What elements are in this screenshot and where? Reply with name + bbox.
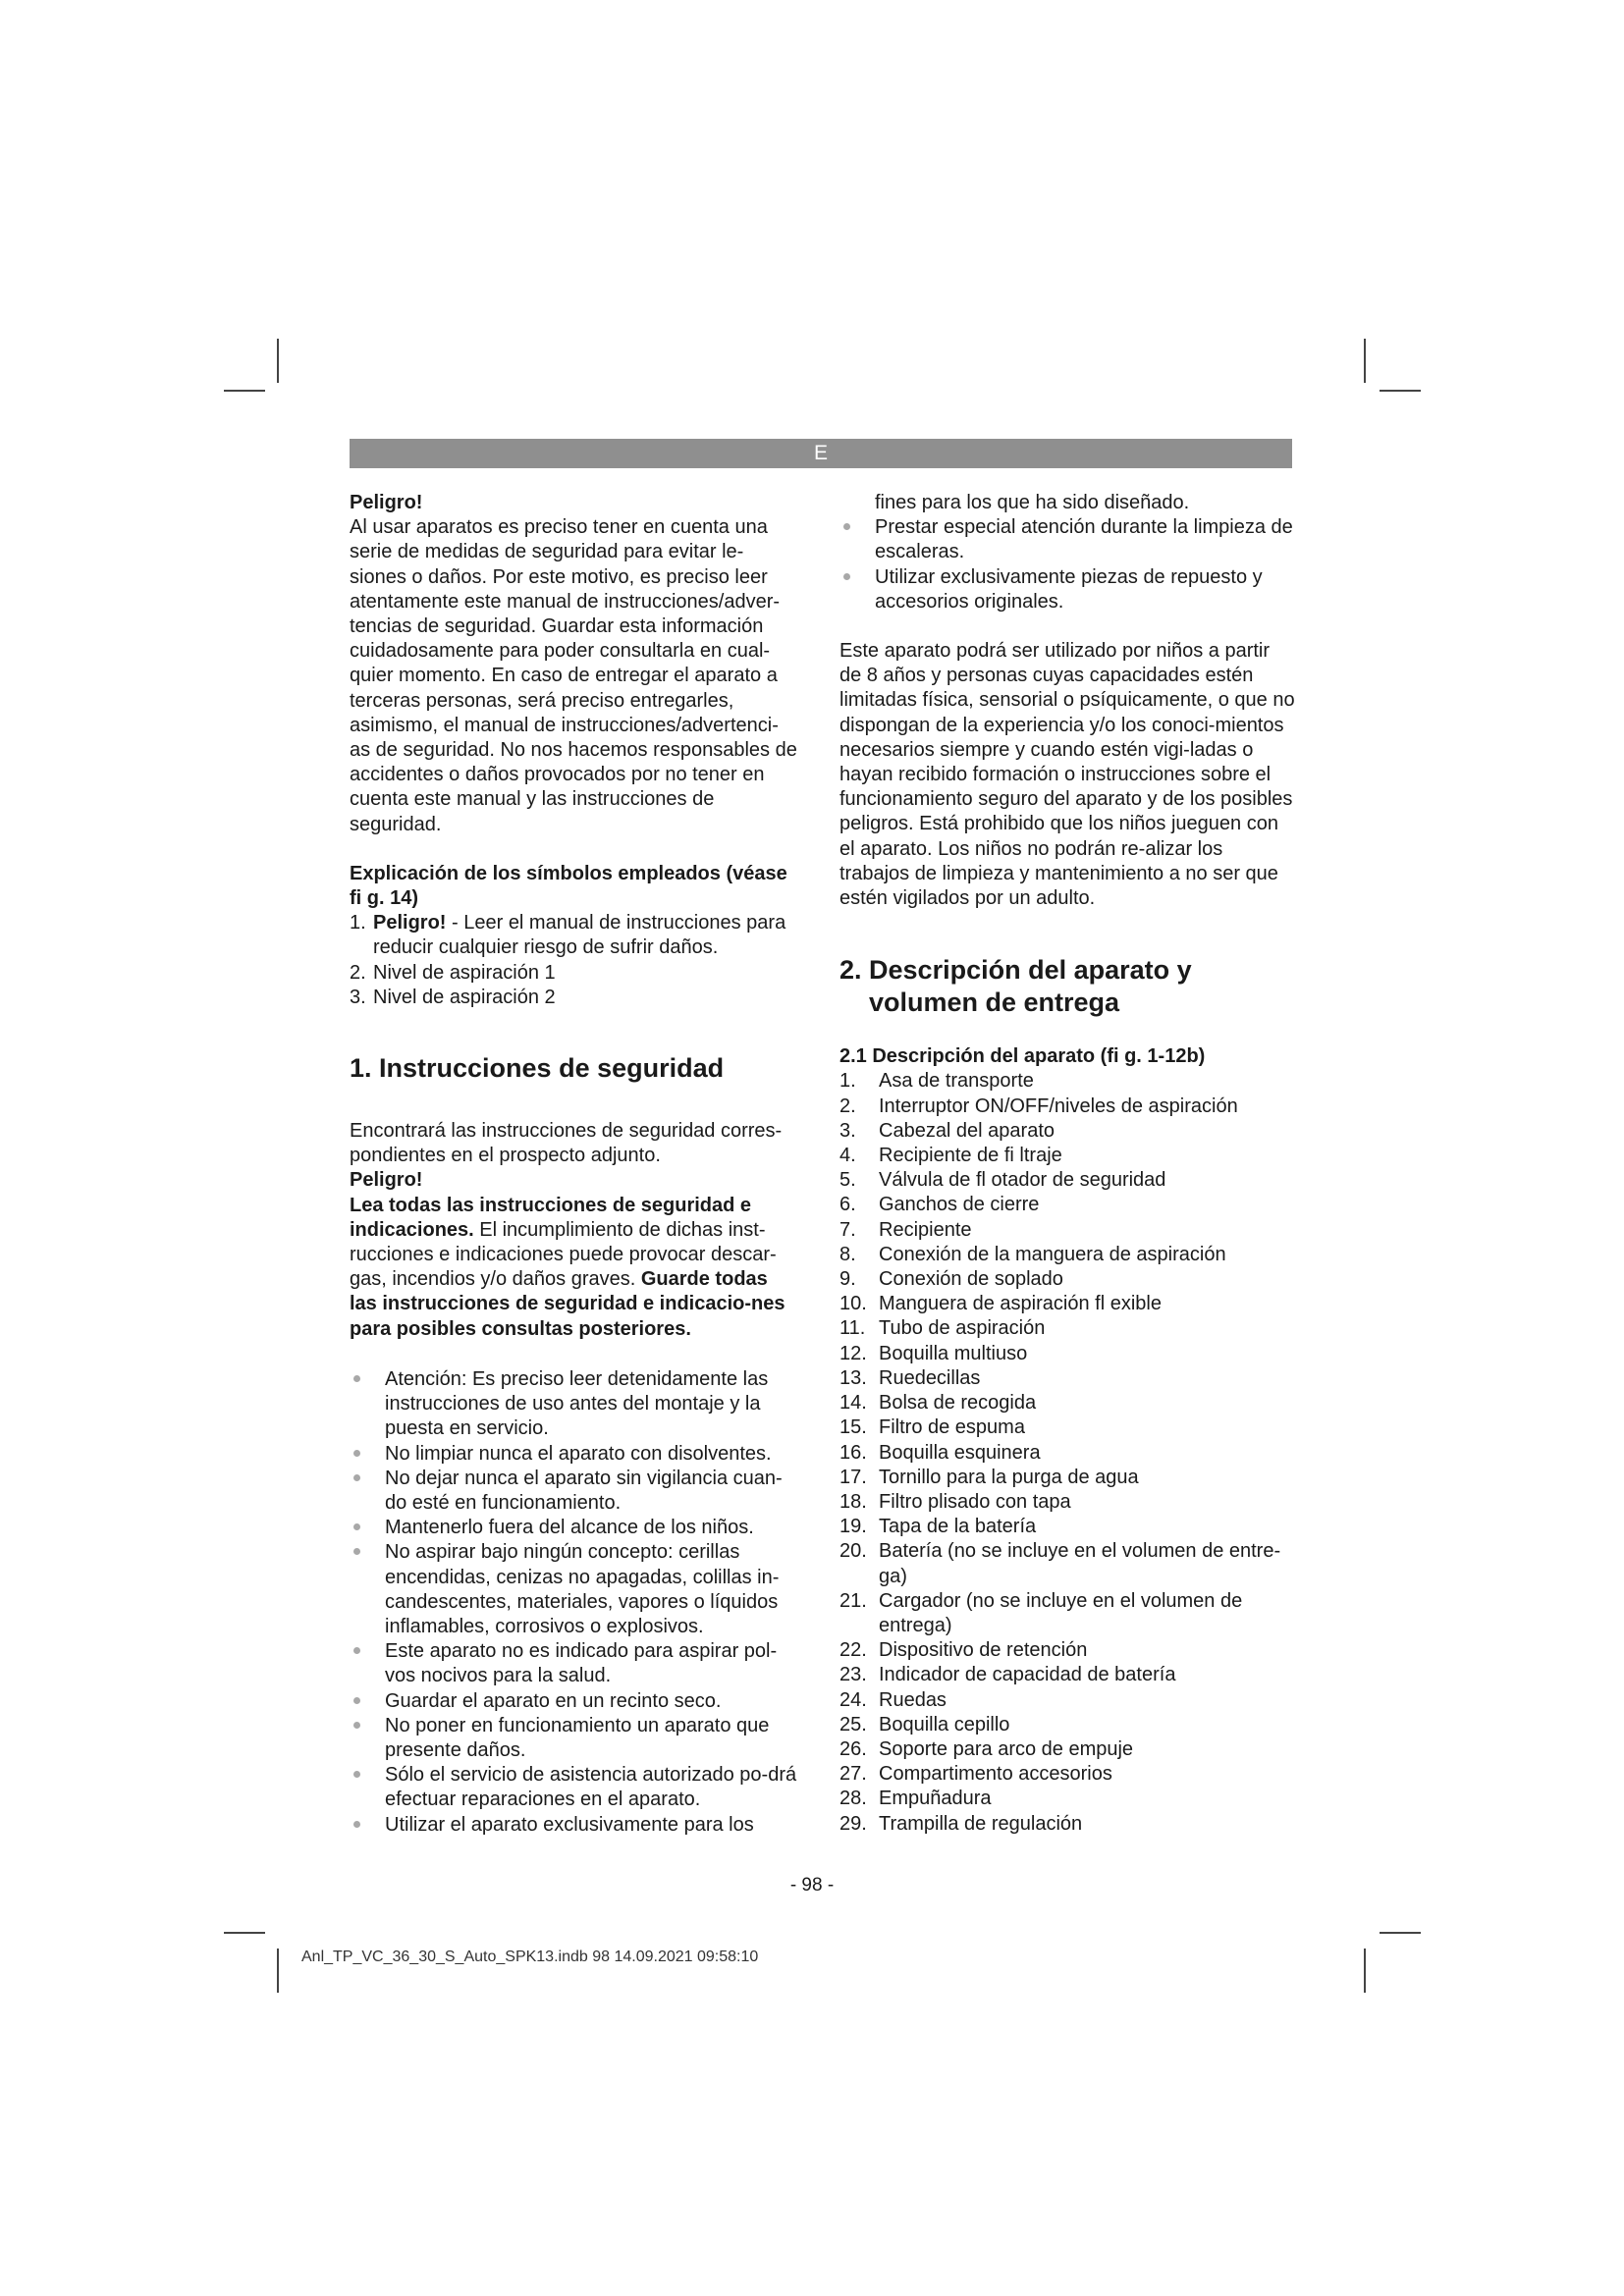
item-number: 26. xyxy=(839,1737,867,1760)
part-label: Asa de transporte xyxy=(879,1070,1034,1093)
part-item xyxy=(839,1366,1296,1391)
symbol-item xyxy=(350,961,797,986)
bullet-text: Atención: Es preciso leer detenidamente las instrucciones de uso antes del montaje y la puesta en servicio. xyxy=(385,1367,769,1440)
symbols-title: Explicación de los símbolos empleados (véase fi g. 14) xyxy=(350,862,787,910)
bullet-icon xyxy=(353,1771,360,1778)
symbol-text: - Leer el manual de instrucciones para reducir cualquier riesgo de sufrir daños. xyxy=(373,912,786,959)
crop-mark xyxy=(277,1949,279,1993)
part-item xyxy=(839,1144,1296,1168)
section-2-title xyxy=(839,954,1296,1019)
part-item xyxy=(839,1787,1296,1811)
part-label: Interruptor ON/OFF/niveles de aspiración xyxy=(879,1095,1238,1117)
part-label: Tubo de aspiración xyxy=(879,1317,1046,1340)
part-label: Manguera de aspiración fl exible xyxy=(879,1293,1162,1315)
bullet-item xyxy=(350,1467,797,1516)
bullet-icon xyxy=(353,1375,360,1382)
bullet-icon xyxy=(353,1722,360,1729)
part-label: Filtro plisado con tapa xyxy=(879,1490,1071,1513)
part-label: Indicador de capacidad de batería xyxy=(879,1664,1176,1686)
part-label: Batería (no se incluye en el volumen de entre-ga) xyxy=(879,1540,1281,1587)
bullet-item xyxy=(350,1540,797,1639)
bullet-text: Mantenerlo fuera del alcance de los niños. xyxy=(385,1517,754,1539)
bullet-item xyxy=(350,1714,797,1763)
part-item xyxy=(839,1069,1296,1094)
symbols-list xyxy=(350,911,797,1010)
right-column xyxy=(839,491,1296,1837)
symbol-item xyxy=(350,986,797,1010)
part-label: Filtro de espuma xyxy=(879,1416,1025,1439)
part-item xyxy=(839,1243,1296,1267)
item-number: 24. xyxy=(839,1688,867,1711)
item-number: 25. xyxy=(839,1713,867,1735)
part-item xyxy=(839,1515,1296,1539)
item-number: 14. xyxy=(839,1392,867,1415)
parts-list xyxy=(839,1069,1296,1836)
bullet-icon xyxy=(353,1821,360,1828)
item-number: 17. xyxy=(839,1466,867,1488)
crop-mark xyxy=(224,390,265,392)
part-label: Bolsa de recogida xyxy=(879,1392,1037,1415)
part-item xyxy=(839,1391,1296,1415)
part-label: Dispositivo de retención xyxy=(879,1639,1088,1662)
part-item xyxy=(839,1762,1296,1787)
item-number: 10. xyxy=(839,1293,867,1315)
part-label: Boquilla esquinera xyxy=(879,1441,1041,1464)
bullet-text: Este aparato no es indicado para aspirar pol-vos nocivos para la salud. xyxy=(385,1640,778,1687)
crop-mark xyxy=(224,1932,265,1934)
bullet-item xyxy=(839,565,1296,614)
bullet-icon xyxy=(353,1450,360,1457)
item-number: 16. xyxy=(839,1441,867,1464)
safety-bullet-list-continued xyxy=(839,515,1296,614)
item-number: 1. xyxy=(839,1070,856,1093)
section-1-title: 1. Instrucciones de seguridad xyxy=(350,1053,725,1084)
crop-mark xyxy=(1364,1949,1366,1993)
print-footer: Anl_TP_VC_36_30_S_Auto_SPK13.indb 98 14.09.2021 09:58:10 xyxy=(301,1949,759,1965)
item-number: 11. xyxy=(839,1317,866,1340)
part-item xyxy=(839,1095,1296,1119)
part-label: Soporte para arco de empuje xyxy=(879,1737,1134,1760)
bullet-item xyxy=(839,515,1296,564)
item-number: 21. xyxy=(839,1589,867,1612)
danger-text: Al usar aparatos es preciso tener en cuenta una serie de medidas de seguridad para evitar le-siones o daños. Por este motivo, es preciso leer atentamente este manual de instrucciones/adver-tencias de seguridad. Guardar esta información cuidadosamente para poder consultarla en cual-quier momento. En caso de entregar el aparato a terceras personas, será preciso entregarles, asimismo, el manual de instrucciones/advertenci-as de seguridad. No nos hacemos responsables de accidentes o daños provocados por no tener en cuenta este manual y las instrucciones de seguridad. xyxy=(350,516,797,835)
crop-mark xyxy=(1364,339,1366,383)
bullet-icon xyxy=(353,1548,360,1555)
item-number: 2. xyxy=(839,1095,856,1117)
bullet-icon xyxy=(843,573,850,580)
bullet-text: No poner en funcionamiento un aparato que presente daños. xyxy=(385,1714,770,1761)
lead-text: El incumplimiento de dichas inst-rucciones e indicaciones puede provocar descar-gas, incendios y/o daños graves. xyxy=(350,1218,777,1291)
part-label: Recipiente de fi ltraje xyxy=(879,1145,1062,1167)
symbol-text: Nivel de aspiración 2 xyxy=(373,986,556,1008)
bullet-text: Sólo el servicio de asistencia autorizado po-drá efectuar reparaciones en el aparato. xyxy=(385,1764,797,1811)
part-label: Ruedecillas xyxy=(879,1366,981,1389)
part-item xyxy=(839,1218,1296,1243)
part-label: Ruedas xyxy=(879,1688,947,1711)
item-number: 15. xyxy=(839,1416,867,1439)
item-number: 20. xyxy=(839,1540,867,1563)
crop-mark xyxy=(277,339,279,383)
left-column xyxy=(350,491,797,1838)
language-bar xyxy=(350,439,1292,468)
lead-bold-2: Guarde todas las instrucciones de seguridad e indicacio-nes para posibles consultas posteriores. xyxy=(350,1268,785,1340)
part-label: Tornillo para la purga de agua xyxy=(879,1466,1139,1488)
part-label: Trampilla de regulación xyxy=(879,1812,1083,1835)
part-item xyxy=(839,1342,1296,1366)
part-item xyxy=(839,1267,1296,1292)
bullet-text: Guardar el aparato en un recinto seco. xyxy=(385,1689,722,1712)
bullet-text: No dejar nunca el aparato sin vigilancia cuan-do esté en funcionamiento. xyxy=(385,1467,783,1514)
bullet-item xyxy=(350,1367,797,1442)
part-item xyxy=(839,1737,1296,1762)
item-number: 13. xyxy=(839,1366,867,1389)
section-1-intro: Encontrará las instrucciones de seguridad corres-pondientes en el prospecto adjunto. xyxy=(350,1120,783,1167)
part-label: Empuñadura xyxy=(879,1788,992,1810)
part-item xyxy=(839,1466,1296,1490)
item-number: 12. xyxy=(839,1342,867,1364)
part-item xyxy=(839,1292,1296,1316)
item-number: 7. xyxy=(839,1218,856,1241)
subsection-2-1-title: 2.1 Descripción del aparato (fi g. 1-12b) xyxy=(839,1045,1206,1068)
bullet-text: No aspirar bajo ningún concepto: cerillas encendidas, cenizas no apagadas, colillas in-candescentes, materiales, vapores o líquidos inflamables, corrosivos o explosivos. xyxy=(385,1541,780,1637)
symbol-bold: Peligro! xyxy=(373,912,447,934)
part-label: Boquilla multiuso xyxy=(879,1342,1028,1364)
part-label: Compartimento accesorios xyxy=(879,1763,1112,1786)
item-number: 28. xyxy=(839,1788,867,1810)
part-label: Boquilla cepillo xyxy=(879,1713,1010,1735)
page-number: - 98 - xyxy=(789,1875,835,1896)
part-item xyxy=(839,1119,1296,1144)
section-1-lead xyxy=(350,1194,797,1342)
part-label: Cabezal del aparato xyxy=(879,1119,1056,1142)
item-number: 4. xyxy=(839,1145,856,1167)
bullet-item xyxy=(350,1689,797,1714)
part-item xyxy=(839,1441,1296,1466)
item-number: 6. xyxy=(839,1194,856,1216)
part-label: Válvula de fl otador de seguridad xyxy=(879,1169,1166,1192)
item-number: 5. xyxy=(839,1169,856,1192)
bullet-icon xyxy=(843,523,850,530)
item-number: 27. xyxy=(839,1763,867,1786)
bullet-item xyxy=(350,1516,797,1540)
bullet-item xyxy=(350,1813,797,1838)
lead-bold: Lea todas las instrucciones de seguridad e indicaciones. xyxy=(350,1194,752,1241)
bullet-icon xyxy=(353,1647,360,1654)
bullet-icon xyxy=(353,1697,360,1704)
crop-mark xyxy=(1380,1932,1421,1934)
item-number: 29. xyxy=(839,1812,867,1835)
bullet-item xyxy=(350,1763,797,1812)
item-number: 2. xyxy=(350,961,366,984)
part-label: Conexión de la manguera de aspiración xyxy=(879,1243,1226,1265)
bullet-text: Prestar especial atención durante la limpieza de escaleras. xyxy=(875,516,1293,563)
bullet-icon xyxy=(353,1523,360,1530)
symbol-item xyxy=(350,911,797,960)
section-2-title-line-1: 2. Descripción del aparato y xyxy=(839,955,1192,986)
part-label: Cargador (no se incluye en el volumen de entrega) xyxy=(879,1589,1243,1636)
continued-text: fines para los que ha sido diseñado. xyxy=(875,492,1190,513)
part-item xyxy=(839,1415,1296,1440)
part-label: Conexión de soplado xyxy=(879,1268,1063,1291)
part-item xyxy=(839,1638,1296,1663)
children-paragraph: Este aparato podrá ser utilizado por niños a partir de 8 años y personas cuyas capacidades estén limitadas física, sensorial o psíquicamente, o que no dispongan de la experiencia y/o los conoci-mientos necesarios siempre y cuando estén vigi-ladas o hayan recibido formación o instrucciones sobre el funcionamiento seguro del aparato y de los posibles peligros. Está prohibido que los niños jueguen con el aparato. Los niños no podrán re-alizar los trabajos de limpieza y mantenimiento a no ser que estén vigilados por un adulto. xyxy=(839,640,1295,910)
item-number: 3. xyxy=(839,1119,856,1142)
part-item xyxy=(839,1490,1296,1515)
danger-title: Peligro! xyxy=(350,492,423,513)
section-2-title-line-2: volumen de entrega xyxy=(869,988,1120,1018)
bullet-item xyxy=(350,1639,797,1688)
crop-mark xyxy=(1380,390,1421,392)
item-number: 18. xyxy=(839,1490,867,1513)
part-item xyxy=(839,1193,1296,1217)
item-number: 22. xyxy=(839,1639,867,1662)
language-label: E xyxy=(813,442,828,464)
bullet-text: Utilizar exclusivamente piezas de repuesto y accesorios originales. xyxy=(875,565,1263,613)
bullet-text: Utilizar el aparato exclusivamente para los xyxy=(385,1813,754,1836)
item-number: 23. xyxy=(839,1664,867,1686)
safety-bullet-list xyxy=(350,1367,797,1838)
part-item xyxy=(839,1713,1296,1737)
part-item xyxy=(839,1316,1296,1341)
item-number: 1. xyxy=(350,912,366,934)
part-item xyxy=(839,1589,1296,1638)
part-item xyxy=(839,1539,1296,1588)
part-item xyxy=(839,1663,1296,1687)
section-1-danger: Peligro! xyxy=(350,1169,423,1192)
part-item xyxy=(839,1168,1296,1193)
item-number: 3. xyxy=(350,986,366,1008)
symbol-text: Nivel de aspiración 1 xyxy=(373,961,556,984)
part-item xyxy=(839,1688,1296,1713)
part-label: Recipiente xyxy=(879,1218,972,1241)
bullet-text: No limpiar nunca el aparato con disolventes. xyxy=(385,1442,772,1465)
bullet-item xyxy=(350,1442,797,1467)
part-label: Tapa de la batería xyxy=(879,1516,1037,1538)
part-item xyxy=(839,1812,1296,1837)
bullet-icon xyxy=(353,1474,360,1481)
item-number: 8. xyxy=(839,1243,856,1265)
part-label: Ganchos de cierre xyxy=(879,1194,1040,1216)
item-number: 19. xyxy=(839,1516,867,1538)
item-number: 9. xyxy=(839,1268,856,1291)
